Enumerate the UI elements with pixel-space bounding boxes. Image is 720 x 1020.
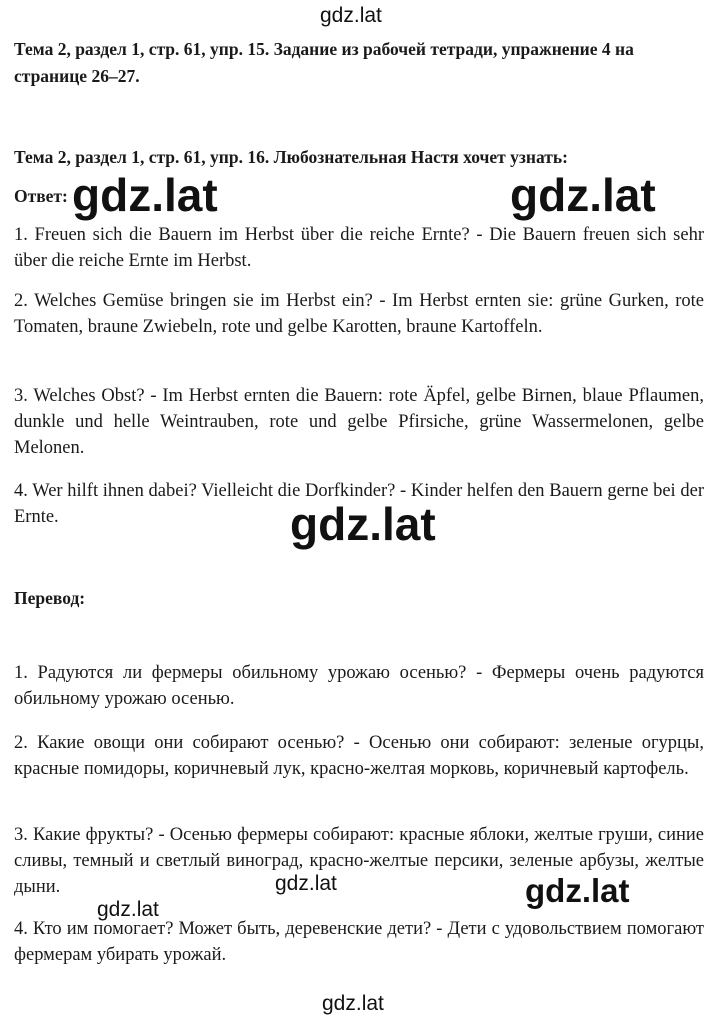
answer-3: 3. Welches Obst? - Im Herbst ernten die Bauern: rote Äpfel, gelbe Birnen, blaue Pflaumen, dunkle und helle Weintrauben, rote und gelbe Pfirsiche, grüne Wassermelonen, gelbe Melonen. <box>14 386 704 458</box>
watermark-big-center: gdz.lat <box>290 498 436 550</box>
watermark-lower-left: gdz.lat <box>97 898 159 921</box>
watermark-mid-small: gdz.lat <box>275 872 337 895</box>
translation-label: Перевод: <box>14 588 86 608</box>
task-15-heading: Тема 2, раздел 1, стр. 61, упр. 15. Задание из рабочей тетради, упражнение 4 на странице 26–27. <box>14 39 634 86</box>
translation-3: 3. Какие фрукты? - Осенью фермеры собирают: красные яблоки, желтые груши, синие сливы, темный и светлый виноград, красно-желтые персики, зеленые арбузы, желтые дыни. <box>14 825 704 897</box>
task-16-heading: Тема 2, раздел 1, стр. 61, упр. 16. Любознательная Настя хочет узнать: <box>14 147 568 167</box>
answer-2: 2. Welches Gemüse bringen sie im Herbst ein? - Im Herbst ernten sie: grüne Gurken, rote Tomaten, braune Zwiebeln, rote und gelbe Karotten, braune Kartoffeln. <box>14 291 704 337</box>
translation-2: 2. Какие овощи они собирают осенью? - Осенью они собирают: зеленые огурцы, красные помидоры, коричневый лук, красно-желтая морковь, коричневый картофель. <box>14 733 704 779</box>
watermark-lower-right: gdz.lat <box>525 872 630 909</box>
watermark-bottom: gdz.lat <box>322 992 384 1015</box>
watermark-big-right: gdz.lat <box>510 169 656 221</box>
answer-label: Ответ: <box>14 186 68 206</box>
answer-1: 1. Freuen sich die Bauern im Herbst über die reiche Ernte? - Die Bauern freuen sich sehr über die reiche Ernte im Herbst. <box>14 225 704 271</box>
watermark-top: gdz.lat <box>320 4 382 27</box>
translation-1: 1. Радуются ли фермеры обильному урожаю осенью? - Фермеры очень радуются обильному урожаю осенью. <box>14 663 704 709</box>
translation-4: 4. Кто им помогает? Может быть, деревенские дети? - Дети с удовольствием помогают фермерам убирать урожай. <box>14 919 704 965</box>
watermark-big-left: gdz.lat <box>72 169 218 221</box>
answer-4: 4. Wer hilft ihnen dabei? Vielleicht die Dorfkinder? - Kinder helfen den Bauern gerne bei der Ernte. <box>14 481 704 527</box>
